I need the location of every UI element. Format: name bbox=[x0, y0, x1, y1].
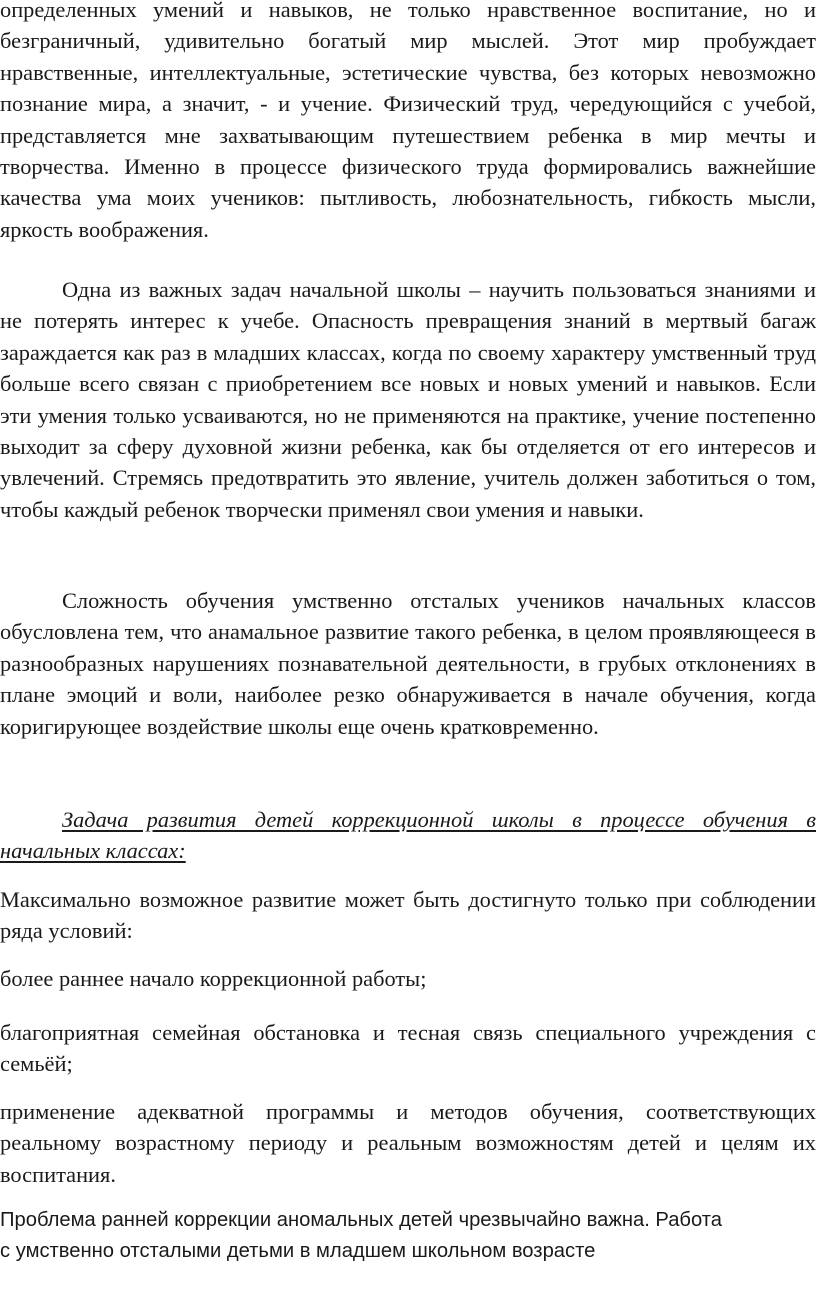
condition-item-early-start: более раннее начало коррекционной работы; bbox=[0, 966, 427, 991]
paragraph-physical-labor: определенных умений и навыков, не только нравственное воспитание, но и безграничный, удивительно богатый мир мыслей. Этот мир пробуждает нравственные, интеллектуальные, эстетические чувства, без которых невозможно познание мира, а значит, - и учение. Физический труд, чередующийся с учебой, представляется мне захватывающим путешествием ребенка в мир мечты и творчества. Именно в процессе физического труда формировались важнейшие качества ума моих учеников: пытливость, любознательность, гибкость мысли, яркость воображения. bbox=[0, 0, 816, 242]
paragraph-conditions-intro: Максимально возможное развитие может быть достигнуто только при соблюдении ряда условий: bbox=[0, 887, 816, 944]
paragraph-learning-difficulty: Сложность обучения умственно отсталых учеников начальных классов обусловлена тем, что анамальное развитие такого ребенка, в целом проявляющееся в разнообразных нарушениях познавательной деятельности, в грубых отклонениях в плане эмоций и воли, наиболее резко обнаруживается в начале обучения, когда коригирующее воздействие школы еще очень кратковременно. bbox=[0, 588, 816, 739]
paragraph-early-correction-line-1: Проблема ранней коррекции аномальных детей чрезвычайно важна. Работа bbox=[0, 1209, 723, 1231]
condition-item-program: применение адекватной программы и методов обучения, соответствующих реальному возрастному периоду и реальным возможностям детей и целям их воспитания. bbox=[0, 1099, 816, 1187]
condition-item-family: благоприятная семейная обстановка и тесная связь специального учреждения с семьёй; bbox=[0, 1020, 816, 1077]
paragraph-early-correction bbox=[0, 1205, 816, 1268]
section-heading: Задача развития детей коррекционной школы в процессе обучения в начальных классах: bbox=[0, 807, 816, 864]
paragraph-primary-school-tasks: Одна из важных задач начальной школы – научить пользоваться знаниями и не потерять интерес к учебе. Опасность превращения знаний в мертвый багаж зараждается как раз в младших классах, когда по своему характеру умственный труд больше всего связан с приобретением все новых и новых умений и навыков. Если эти умения только усваиваются, но не применяются на практике, учение постепенно выходит за сферу духовной жизни ребенка, как бы отделяется от его интересов и увлечений. Стремясь предотвратить это явление, учитель должен заботиться о том, чтобы каждый ребенок творчески применял свои умения и навыки. bbox=[0, 277, 816, 522]
paragraph-early-correction-line-2: с умственно отсталыми детьми в младшем школьном возрасте bbox=[0, 1240, 596, 1263]
